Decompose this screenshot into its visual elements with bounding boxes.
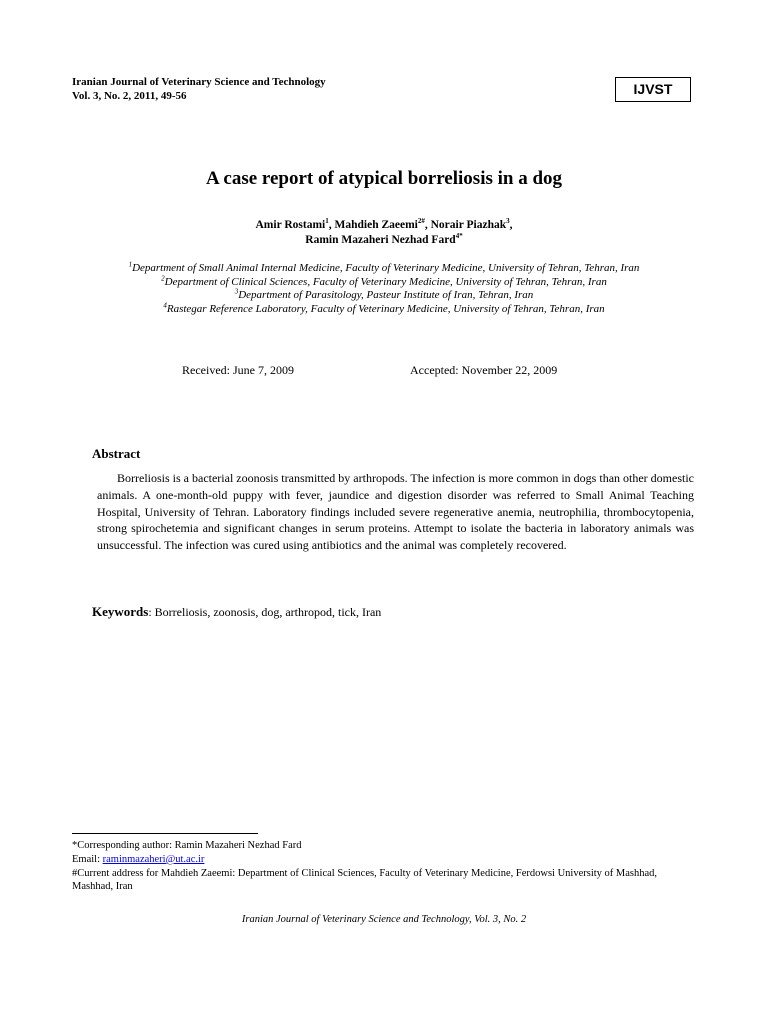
email-line [72, 853, 672, 867]
affiliation-mark: 1 [128, 260, 133, 269]
journal-header [72, 75, 326, 103]
keywords [92, 604, 381, 620]
affiliation-text: Rastegar Reference Laboratory, Faculty of Veterinary Medicine, University of Tehran, Tehran, Iran [166, 302, 605, 315]
author-name: Amir Rostami [255, 219, 326, 231]
journal-name: Iranian Journal of Veterinary Science and Technology [72, 76, 326, 88]
email-link[interactable]: raminmazaheri@ut.ac.ir [102, 853, 205, 865]
footnotes [72, 839, 672, 894]
affiliation-mark: 3 [234, 287, 239, 296]
author-separator: , [509, 219, 513, 231]
author-mark: 2# [417, 217, 425, 226]
affiliation-text: Department of Parasitology, Pasteur Institute of Iran, Tehran, Iran [238, 289, 534, 301]
author-mark: 3 [506, 217, 510, 226]
page-footer: Iranian Journal of Veterinary Science and Technology, Vol. 3, No. 2 [241, 914, 527, 925]
current-address-note: #Current address for Mahdieh Zaeemi: Department of Clinical Sciences, Faculty of Veterinary Medicine, Ferdowsi University of Mashhad, Mashhad, Iran [72, 867, 658, 893]
paper-title: A case report of atypical borreliosis in a dog [205, 168, 563, 189]
affiliation-text: Department of Clinical Sciences, Faculty of Veterinary Medicine, University of Tehran, Tehran, Iran [164, 275, 607, 288]
affiliation-mark: 4 [163, 300, 167, 309]
author-list [0, 218, 768, 248]
author-line-2 [0, 233, 768, 248]
author-mark: 1 [325, 217, 329, 226]
corresponding-author-note: *Corresponding author: Ramin Mazaheri Nezhad Fard [72, 840, 302, 851]
email-label: Email: [72, 853, 103, 865]
affiliation-text: Department of Small Animal Internal Medicine, Faculty of Veterinary Medicine, University of Tehran, Tehran, Iran [132, 262, 640, 274]
journal-volume: Vol. 3, No. 2, 2011, 49-56 [72, 90, 187, 102]
affiliation [0, 300, 768, 317]
author-separator: , [328, 219, 335, 231]
affiliation [0, 262, 768, 276]
accepted-date: Accepted: November 22, 2009 [410, 363, 558, 377]
author-line-1 [0, 218, 768, 233]
author-name: Ramin Mazaheri Nezhad Fard [305, 234, 456, 246]
footnote-divider [72, 833, 258, 834]
author-name: Mahdieh Zaeemi [334, 219, 418, 231]
affiliation [0, 273, 768, 290]
author-mark: 4* [455, 232, 463, 241]
abstract-body: Borreliosis is a bacterial zoonosis transmitted by arthropods. The infection is more common in dogs than other domestic animals. A one-month-old puppy with fever, jaundice and digestion disorder was referred to Small Animal Teaching Hospital, University of Tehran. Laboratory findings included severe regenerative anemia, neutrophilia, thrombocytopenia, strong spirochetemia and significant changes in serum proteins. Attempt to isolate the bacteria in laboratory animals was unsuccessful. The infection was cured using antibiotics and the animal was completely recovered. [97, 471, 694, 553]
affiliation-mark: 2 [161, 273, 165, 282]
received-date: Received: June 7, 2009 [182, 363, 294, 377]
abstract-heading: Abstract [92, 446, 141, 461]
author-name: Norair Piazhak [430, 219, 507, 231]
affiliation [0, 289, 768, 303]
author-separator: , [424, 219, 431, 231]
keywords-label: Keywords [92, 604, 149, 619]
affiliation-list [0, 262, 768, 316]
keywords-text: : Borreliosis, zoonosis, dog, arthropod, tick, Iran [148, 605, 382, 619]
journal-badge: IJVST [615, 77, 691, 102]
